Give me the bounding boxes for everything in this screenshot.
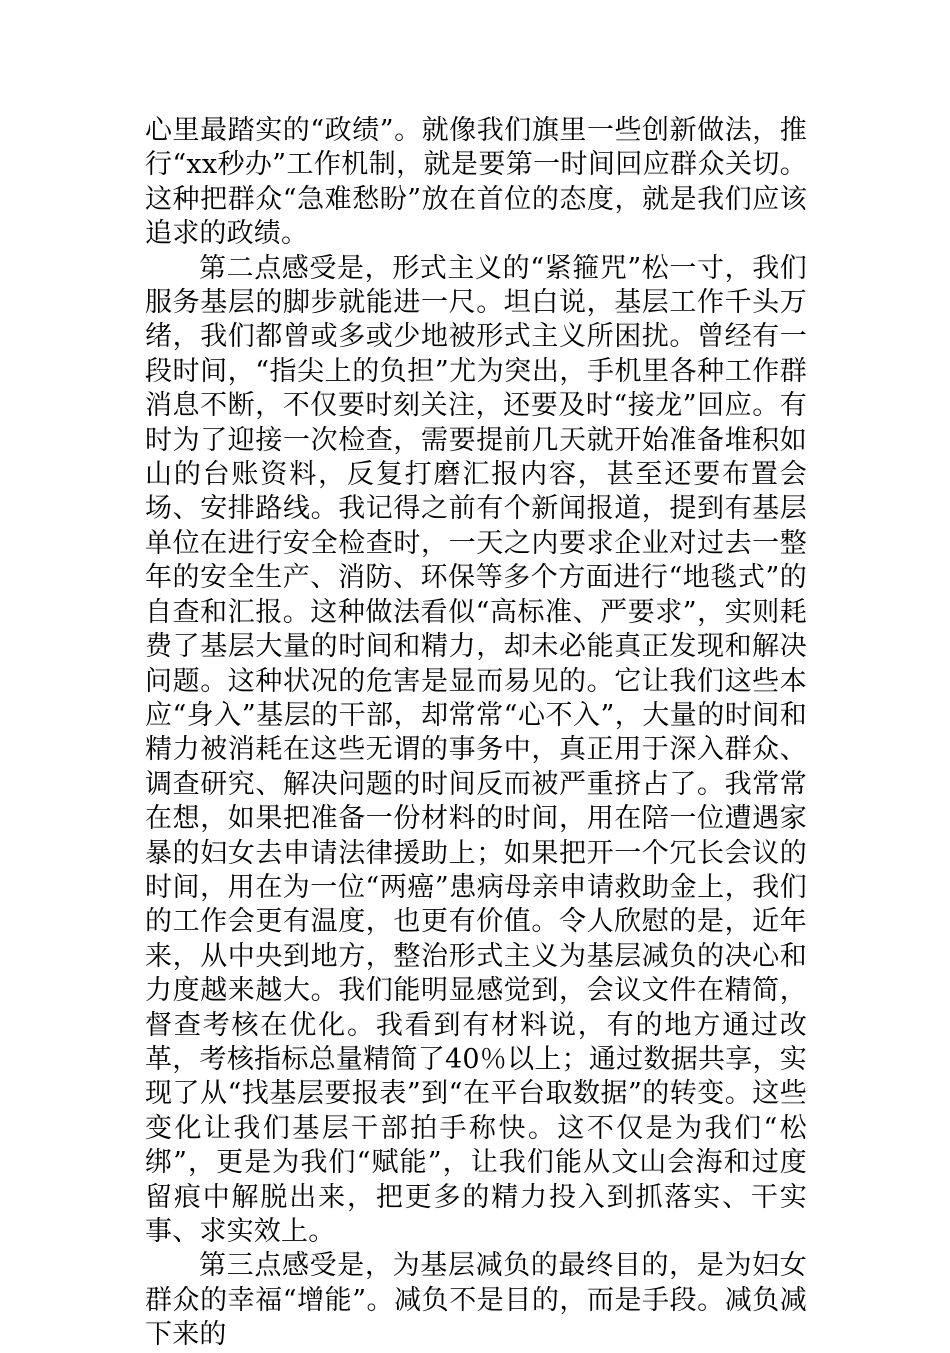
paragraph-1: 心里最踏实的“政绩”。就像我们旗里一些创新做法，推行“xx秒办”工作机制，就是要第一时间回应群众关切。这种把群众“急难愁盼”放在首位的态度，就是我们应该追求的政绩。 <box>145 115 807 250</box>
document-page <box>145 114 807 1353</box>
paragraph-2: 第二点感受是，形式主义的“紧箍咒”松一寸，我们服务基层的脚步就能进一尺。坦白说，基层工作千头万绪，我们都曾或多或少地被形式主义所困扰。曾经有一段时间，“指尖上的负担”尤为突出，手机里各种工作群消息不断，不仅要时刻关注，还要及时“接龙”回应。有时为了迎接一次检查，需要提前几天就开始准备堆积如山的台账资料，反复打磨汇报内容，甚至还要布置会场、安排路线。我记得之前有个新闻报道，提到有基层单位在进行安全检查时，一天之内要求企业对过去一整年的安全生产、消防、环保等多个方面进行“地毯式”的自查和汇报。这种做法看似“高标准、严要求”，实则耗费了基层大量的时间和精力，却未必能真正发现和解决问题。这种状况的危害是显而易见的。它让我们这些本应“身入”基层的干部，却常常“心不入”，大量的时间和精力被消耗在这些无谓的事务中，真正用于深入群众、调查研究、解决问题的时间反而被严重挤占了。我常常在想，如果把准备一份材料的时间，用在陪一位遭遇家暴的妇女去申请法律援助上；如果把开一个冗长会议的时间，用在为一位“两癌”患病母亲申请救助金上，我们的工作会更有温度，也更有价值。令人欣慰的是，近年来，从中央到地方，整治形式主义为基层减负的决心和力度越来越大。我们能明显感觉到，会议文件在精简，督查考核在优化。我看到有材料说，有的地方通过改革，考核指标总量精简了40％以上；通过数据共享，实现了从“找基层要报表”到“在平台取数据”的转变。这些变化让我们基层干部拍手称快。这不仅是为我们“松绑”，更是为我们“赋能”，让我们能从文山会海和过度留痕中解脱出来，把更多的精力投入到抓落实、干实事、求实效上。 <box>145 252 807 1247</box>
paragraph-3: 第三点感受是，为基层减负的最终目的，是为妇女群众的幸福“增能”。减负不是目的，而是手段。减负减下来的 <box>145 1250 807 1351</box>
